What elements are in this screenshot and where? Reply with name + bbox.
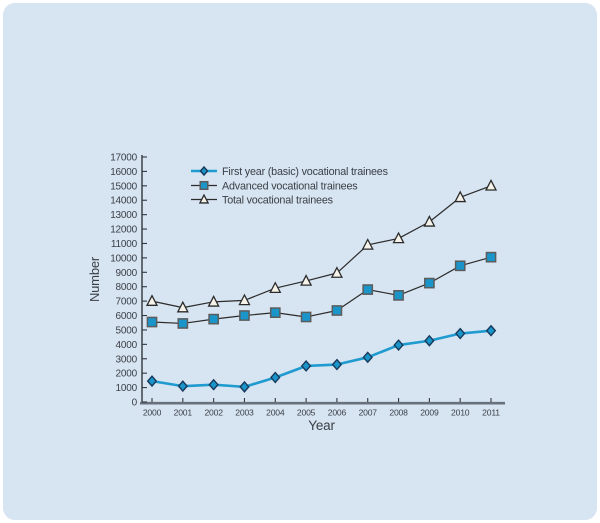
y-tick-label: 14000 [110, 195, 137, 207]
triangle-marker [486, 180, 496, 190]
triangle-marker [394, 233, 404, 243]
square-marker [240, 311, 249, 320]
y-tick-label: 2000 [115, 368, 137, 380]
diamond-marker [200, 167, 207, 175]
square-marker [178, 319, 187, 328]
square-marker [456, 261, 465, 270]
diamond-marker [209, 380, 218, 390]
diamond-marker [394, 340, 403, 350]
series-line-0 [152, 331, 491, 387]
x-tick-label: 2000 [142, 407, 162, 418]
x-tick-label: 2009 [420, 407, 439, 418]
x-tick-label: 2005 [296, 407, 316, 418]
y-tick-label: 12000 [110, 224, 137, 236]
diamond-marker [271, 373, 280, 383]
y-tick-label: 17000 [110, 152, 137, 164]
square-marker [209, 315, 218, 324]
legend-label: First year (basic) vocational trainees [222, 165, 388, 178]
y-tick-label: 16000 [110, 166, 137, 178]
x-tick-label: 2010 [451, 407, 470, 418]
y-tick-label: 5000 [115, 325, 137, 337]
diamond-marker [148, 376, 157, 386]
diamond-marker [240, 382, 249, 392]
y-tick-label: 6000 [115, 311, 137, 323]
square-marker [486, 253, 495, 262]
square-marker [332, 306, 341, 315]
triangle-marker [239, 295, 249, 305]
square-marker [425, 279, 434, 288]
square-marker [271, 308, 280, 317]
diamond-marker [302, 361, 311, 371]
diamond-marker [333, 360, 342, 370]
diamond-marker [179, 381, 188, 391]
y-tick-label: 15000 [110, 181, 137, 193]
x-tick-label: 2008 [389, 407, 408, 418]
square-marker [200, 182, 208, 190]
legend-label: Total vocational trainees [222, 194, 333, 207]
series-line-1 [152, 257, 491, 323]
square-marker [394, 291, 403, 300]
x-tick-label: 2002 [204, 407, 223, 418]
x-tick-label: 2004 [266, 407, 285, 418]
y-tick-label: 10000 [110, 253, 137, 265]
x-tick-label: 2001 [173, 407, 192, 418]
y-tick-label: 0 [131, 397, 137, 409]
diamond-marker [456, 329, 465, 339]
y-tick-label: 7000 [115, 296, 137, 308]
diamond-marker [487, 326, 496, 336]
triangle-marker [147, 296, 157, 306]
square-marker [363, 285, 372, 294]
diamond-marker [363, 352, 372, 362]
square-marker [147, 317, 156, 326]
y-tick-label: 8000 [115, 282, 137, 294]
y-tick-label: 1000 [115, 383, 137, 395]
x-tick-label: 2003 [235, 407, 254, 418]
y-tick-label: 13000 [110, 210, 137, 222]
triangle-marker [455, 192, 465, 202]
y-tick-label: 11000 [110, 238, 137, 250]
x-axis-title: Year [308, 418, 335, 433]
y-tick-label: 4000 [115, 339, 137, 351]
legend-label: Advanced vocational trainees [222, 180, 358, 193]
x-tick-label: 2011 [482, 407, 500, 418]
y-axis-title: Number [87, 256, 102, 303]
x-tick-label: 2006 [327, 407, 347, 418]
square-marker [302, 312, 311, 321]
triangle-marker [424, 216, 434, 226]
y-tick-label: 3000 [115, 354, 137, 366]
diamond-marker [425, 336, 434, 346]
y-tick-label: 9000 [115, 267, 137, 279]
x-tick-label: 2007 [358, 407, 377, 418]
